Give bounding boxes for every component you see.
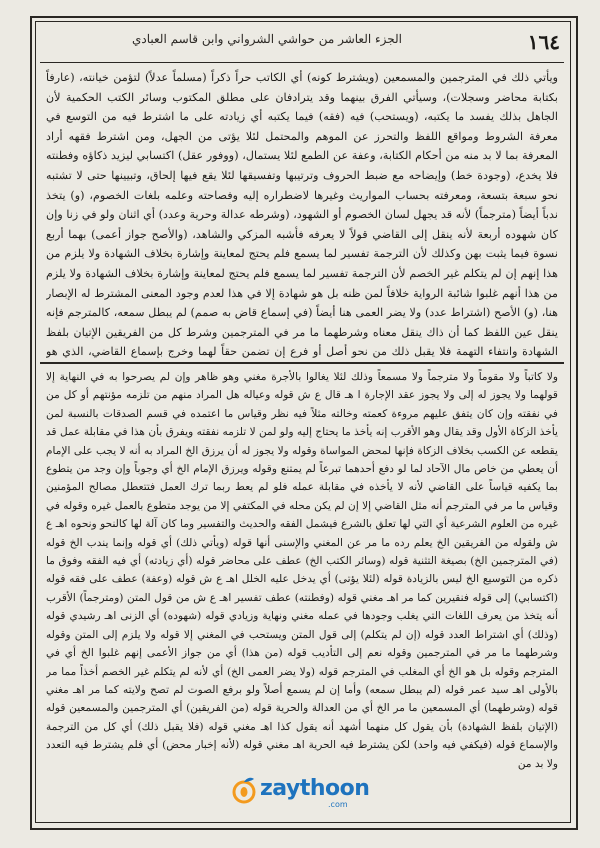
watermark-brand: zaythoon [260, 776, 370, 801]
page-header [40, 26, 564, 63]
watermark [230, 774, 390, 814]
commentary-text: ولا كاتباً ولا مقوماً ولا مترجماً ولا مسمعاً وذلك لئلا يغالوا بالأجرة مغني وهو ظاهر وإن لم يصرحوا به في النهاية إلا قولهما ولا يجوز له إلى ولا يجوز عقد الإجارة ا هـ قال ع ش قوله وعياله هل المراد منهم من تلزمه مؤنتهم أو كل من في نفقته وإن كان يتفق عليهم مروءة كعمته وخالته مثلاً فيه نظر وقياس ما اعتمده في قسم الصدقات بالنسبة لمن يأخذ الزكاة الأول وقد يقال وهو الأقرب إنه يأخذ ما يحتاج إليه ولو لمن لا تلزمه نفقته ويفرق بأن هذا في مقابلة عمل قد يقطعه عن الكسب بخلاف الزكاة فإنها لمحض المواساة وقوله ولا يجوز له أن يرزق الخ المراد به أنه لا يجب على الإمام أن يعطي من خاص مال الآحاد لما لو دفع أحدهما تبرعاً لم يمتنع وقوله ويرزق الإمام الخ أي وجوباً وإن وجد من يتطوع بما يكفيه قياساً على القاضي لأنه لا يأخذه في مقابلة عمله فلو لم يعط ربما ترك العمل فتتعطل مصالح المؤمنين وقياس ما مر في المترجم أنه مثل القاضي إلا إن لم يكن محله في المكتفي إلا من يوجد متطوع بالعمل غيره وقوله في غيره من العلوم الشرعية أي التي لها تعلق بالشرع فيشمل الفقه والحديث والتفسير وما كان آلة لها كالنحو ونحوه اهـ ع ش ولقوله من الفريقين الخ يعلم رده ما مر عن المغني والإسنى أنها قوله (ويأتي ذلك) أي قوله وإنما يندب الخ قوله (في المترجمين الخ) بصيغة التثنية قوله (وسائر الكتب الخ) عطف على محاضر قوله (أي زيادته) أي فيه الفقه وفوق ما ذكره من التوسيع الخ ليس بالزيادة قوله (لئلا يؤتى) أي يدخل عليه الخلل اهـ ع ش قوله (وعفة) عطف على فقه قوله (اكتسابي) إلى قوله فنقيرين كما مر اهـ مغني قوله (وفطنته) عطف تفسير اهـ ع ش من قول المتن (ومترجماً) الأقرب أنه يتخذ من يعرف اللغات التي يغلب وجودها في عمله مغني ونهاية وزيادي قوله (شهوده) أي الزنى اهـ رشيدي قوله (وذلك) أي اشتراط العدد قوله (إن لم يتكلم) إلى قول المتن ويستحب في المغني إلا قوله ولا يلزم إلى المتن وقوله وشرطهما ما مر في المترجمين وقوله نعم إلى التأديب قوله (من هذا) أي من جواز الأعمى إنهم غلبوا الخ أي في المترجم وقوله بل هو الخ أي المغلب في المترجم قوله (ولا يضر العمى الخ) أي لأنه لم يتكلم غير الخصم أخذاً مما مر بالأولى اهـ سيد عمر قوله (لم يبطل سمعه) وأما إن لم يسمع أصلاً ولو برفع الصوت لم تصح ولايته كما مر اهـ مغني قوله (وشرطهما) أي المسمعين ما مر الخ أي من العدالة والحرية قوله (من الفريقين) أي المترجمين والمسمعين قوله (الإتيان بلفظ الشهادة) بأن يقول كل منهما أشهد أنه يقول كذا اهـ مغني قوله (فلا يقبل ذلك) أي كل من الترجمة والإسماع قوله (فيكفي فيه واحد) لكن يشترط فيه الحرية اهـ مغني قوله (لأنه إخبار محض) أي فلم يشترط فيه التعدد ولا بد من [46, 371, 558, 770]
watermark-domain: .com [328, 800, 348, 809]
page-number: ١٦٤ [527, 30, 560, 54]
olive-logo-icon [230, 776, 258, 804]
main-text: ويأتي ذلك في المترجمين والمسمعين (ويشترط كونه) أي الكاتب حراً ذكراً (مسلماً عدلاً) لتؤمن خيانته، (عارفاً بكتابة محاضر وسجلات)، وسيأتي الفرق بينهما وقد يترادفان على مطلق المكتوب وسائر الكتب الحكمية لأن الجاهل بذلك يفسد ما يكتبه، (ويستحب) فيه (فقه) فيما يكتبه أي زيادته على ما اشترط فيه من التوسع في معرفة الشروط ومواقع اللفظ والتحرز عن الموهم والمحتمل لئلا يؤتى من الجهل، ومن اشترط فقهه أراد المعرفة بما لا بد منه من أحكام الكتابة، وعفة عن الطمع لئلا يستمال، (ووفور عقل) اكتسابي ليزيد ذكاؤه وفطنته فلا يخدع، (وجودة خط) وإيضاحه مع ضبط الحروف وترتيبها وتفسيقها لئلا يقع فيها إلحاق، وتبيينها حتى لا تشتبه نحو سبعة بتسعة، ومعرفته بحساب المواريث وغيرها لاضطراره إليه وفصاحته وعلمه بلغات الخصوم، (و) يتخذ ندباً أيضاً (مترجماً) لأنه قد يجهل لسان الخصوم أو الشهود، (وشرطه عدالة وحرية وعدد) أي اثنان ولو في زنا وإن كان شهوده أربعة لأنه ينقل إلى القاضي قولاً لا يعرفه فأشبه المزكي والشاهد، (والأصح جواز أعمى) بهما أربع نسوة فيما يثبت بهن وكذلك لأن الترجمة تفسير لما يسمع فلم يحتج لمعاينة وإشارة بخلاف الشهادة ولا يلزم من هذا إنهم إن لم يتكلم غير الخصم لأن الترجمة تفسير لما يسمع فلم يحتج لمعاينة وإشارة بخلاف الشهادة ولا يلزم من هذا أنهم غلبوا شائبة الرواية خلافاً لمن ظنه بل هو شهادة إلا في هذا لعدم وجود المعنى المشترط له الإبصار هنا، (و) الأصح (اشتراط عدد) ولا يضر العمى هنا أيضاً (في إسماع قاض به صمم) لم يبطل سمعه، كالمترجم فإنه ينقل عين اللفظ كما أن ذاك ينقل معناه وشرطهما ما مر في المترجمين وشرط كل من الفريقين الإتيان بلفظ الشهادة وانتفاء التهمة فلا يقبل ذلك من نحو أصل أو فرع إن تضمن حقاً لهما وخرج بإسماع القاضي، الذي هو [46, 71, 558, 359]
section-separator [40, 362, 564, 364]
running-head: الجزء العاشر من حواشي الشرواني وابن قاسم العبادي [132, 32, 402, 46]
